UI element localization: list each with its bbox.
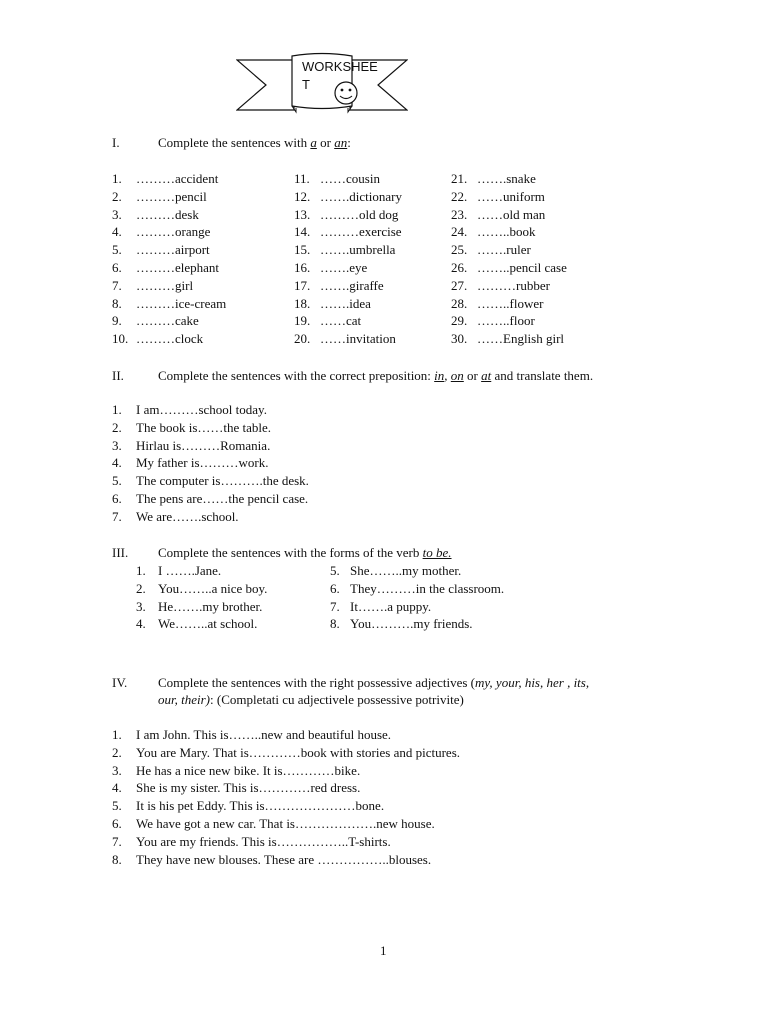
item-text: ………clock (136, 331, 204, 347)
item-number: 3. (112, 206, 122, 222)
item-text: Hirlau is………Romania. (136, 437, 271, 453)
exercise-item (112, 313, 199, 329)
item-number: 29. (451, 313, 468, 329)
item-text: ………airport (136, 242, 210, 258)
item-number: 5. (112, 473, 122, 489)
item-text: ………rubber (477, 277, 550, 293)
exercise-item (112, 420, 271, 436)
exercise-item (294, 278, 384, 294)
item-text: We are…….school. (136, 508, 239, 524)
item-text: ………ice-cream (136, 295, 227, 311)
item-number: 25. (451, 242, 468, 258)
exercise-item (112, 745, 460, 761)
item-text: ………accident (136, 171, 219, 186)
item-text: ……invitation (320, 331, 396, 347)
exercise-item (112, 852, 431, 868)
exercise-item (112, 296, 226, 312)
worksheet-title: WORKSHEE T (302, 59, 378, 92)
item-number: 1. (112, 402, 122, 417)
item-text: …….eye (320, 260, 368, 275)
exercise-item (294, 260, 367, 276)
item-text: …….umbrella (320, 242, 396, 258)
exercise-item (451, 189, 545, 205)
exercise-item (330, 599, 431, 615)
item-text: ………old dog (320, 206, 399, 222)
item-text: He has a nice new bike. It is…………bike. (136, 762, 361, 778)
item-number: 24. (451, 224, 468, 240)
exercise-item (451, 207, 545, 223)
exercise-item (112, 242, 210, 258)
item-text: The computer is……….the desk. (136, 473, 309, 489)
section-2-title: Complete the sentences with the correct preposition: in, on or at and translate them. (158, 368, 594, 383)
item-number: 15. (294, 242, 311, 258)
exercise-item (112, 509, 239, 525)
exercise-item (294, 296, 371, 312)
exercise-item (330, 581, 504, 597)
exercise-item (330, 616, 473, 632)
item-text: ……..floor (477, 313, 535, 329)
exercise-item (112, 278, 193, 294)
item-number: 1. (112, 171, 122, 186)
item-text: ………cake (136, 313, 199, 329)
item-number: 2. (112, 744, 122, 760)
item-text: You are Mary. That is…………book with stories and pictures. (136, 744, 461, 760)
item-text: You are my friends. This is……………..T-shirts. (136, 833, 391, 849)
item-text: She……..my mother. (350, 563, 462, 578)
section-2-number: II. (112, 368, 124, 383)
item-number: 5. (112, 798, 122, 814)
exercise-item (112, 207, 199, 223)
item-number: 4. (112, 224, 122, 240)
exercise-item (451, 296, 543, 312)
exercise-item (294, 313, 361, 329)
item-text: ………elephant (136, 260, 220, 275)
item-text: ……..pencil case (477, 260, 567, 275)
exercise-item (112, 763, 360, 779)
item-number: 16. (294, 260, 311, 275)
item-number: 11. (294, 171, 310, 186)
item-number: 9. (112, 313, 122, 329)
item-text: They have new blouses. These are ……………..blouses. (136, 851, 432, 867)
item-number: 28. (451, 295, 468, 311)
item-text: …….snake (477, 171, 536, 186)
exercise-item (112, 260, 219, 276)
section-1-number: I. (112, 135, 120, 150)
item-number: 6. (112, 260, 122, 275)
item-text: I am John. This is……..new and beautiful house. (136, 727, 392, 742)
section-3-number: III. (112, 545, 129, 560)
exercise-item (112, 224, 210, 240)
item-text: ……cousin (320, 171, 380, 186)
item-text: You……….my friends. (350, 616, 473, 632)
exercise-item (294, 189, 402, 205)
item-number: 4. (112, 780, 122, 796)
item-number: 14. (294, 224, 311, 240)
item-number: 23. (451, 206, 468, 222)
section-1-title: Complete the sentences with a or an: (158, 135, 351, 150)
item-number: 17. (294, 277, 311, 293)
item-number: 2. (112, 188, 122, 204)
item-text: ………pencil (136, 188, 207, 204)
exercise-item (112, 798, 384, 814)
item-text: ……old man (477, 206, 546, 222)
item-number: 7. (112, 277, 122, 293)
page-number: 1 (380, 943, 387, 958)
item-number: 7. (330, 598, 340, 614)
exercise-item (294, 171, 380, 187)
exercise-item (451, 313, 535, 329)
exercise-item (136, 581, 267, 597)
exercise-item (451, 224, 536, 240)
item-text: It is his pet Eddy. This is…………………bone. (136, 798, 385, 814)
item-text: ………girl (136, 277, 194, 293)
item-text: ………desk (136, 206, 199, 222)
item-number: 22. (451, 188, 468, 204)
exercise-item (451, 260, 567, 276)
item-number: 1. (112, 727, 122, 742)
exercise-item (451, 278, 550, 294)
exercise-item (112, 189, 207, 205)
item-text: …….dictionary (320, 188, 402, 204)
item-text: The book is……the table. (136, 419, 272, 435)
exercise-item (294, 207, 398, 223)
exercise-item (112, 331, 203, 347)
item-number: 8. (330, 616, 340, 632)
item-number: 30. (451, 331, 468, 347)
item-number: 12. (294, 188, 311, 204)
item-number: 7. (112, 833, 122, 849)
item-text: We……..at school. (158, 616, 258, 632)
item-number: 3. (112, 762, 122, 778)
exercise-item (112, 473, 309, 489)
item-number: 18. (294, 295, 311, 311)
exercise-item (112, 491, 308, 507)
item-text: We have got a new car. That is……………….new house. (136, 816, 435, 831)
item-number: 6. (112, 816, 122, 831)
exercise-item (294, 331, 396, 347)
item-number: 6. (112, 491, 122, 506)
item-text: ………orange (136, 224, 211, 240)
item-number: 13. (294, 206, 311, 222)
item-number: 1. (136, 563, 146, 578)
item-number: 3. (136, 598, 146, 614)
item-number: 8. (112, 295, 122, 311)
item-text: My father is………work. (136, 455, 269, 471)
item-number: 4. (112, 455, 122, 471)
section-4-number: IV. (112, 675, 128, 690)
exercise-item (112, 438, 270, 454)
item-number: 8. (112, 851, 122, 867)
exercise-item (451, 171, 536, 187)
section-4-title-line1: Complete the sentences with the right possessive adjectives (my, your, his, her , its, (158, 675, 590, 690)
item-number: 7. (112, 508, 122, 524)
item-number: 19. (294, 313, 311, 329)
exercise-item (112, 780, 360, 796)
item-number: 5. (330, 563, 340, 578)
item-number: 20. (294, 331, 311, 347)
item-text: ……uniform (477, 188, 545, 204)
item-number: 2. (112, 419, 122, 435)
item-number: 26. (451, 260, 468, 275)
exercise-item (451, 242, 531, 258)
item-text: You……..a nice boy. (158, 580, 268, 596)
item-number: 10. (112, 331, 129, 347)
item-number: 6. (330, 580, 340, 596)
exercise-item (136, 599, 262, 615)
item-text: He…….my brother. (158, 598, 263, 614)
item-number: 27. (451, 277, 468, 293)
exercise-item (112, 834, 391, 850)
item-number: 3. (112, 437, 122, 453)
item-text: The pens are……the pencil case. (136, 491, 309, 506)
exercise-item (294, 224, 402, 240)
section-4-title-line2: our, their): (Completati cu adjectivele possessive potrivite) (158, 692, 464, 707)
item-text: ………exercise (320, 224, 402, 240)
exercise-item (451, 331, 564, 347)
item-text: …….idea (320, 295, 371, 311)
item-text: They………in the classroom. (350, 580, 505, 596)
item-text: ……..flower (477, 295, 544, 311)
item-text: It…….a puppy. (350, 598, 432, 614)
item-text: I …….Jane. (158, 563, 222, 578)
item-number: 4. (136, 616, 146, 632)
exercise-item (136, 616, 257, 632)
item-text: ……English girl (477, 331, 565, 347)
item-number: 2. (136, 580, 146, 596)
exercise-item (112, 402, 267, 418)
exercise-item (136, 563, 221, 579)
item-text: ……cat (320, 313, 362, 329)
exercise-item (112, 455, 269, 471)
exercise-item (112, 816, 435, 832)
exercise-item (112, 171, 218, 187)
exercise-item (112, 727, 391, 743)
item-text: She is my sister. This is…………red dress. (136, 780, 361, 796)
item-text: I am………school today. (136, 402, 267, 417)
section-3-title: Complete the sentences with the forms of the verb to be. (158, 545, 452, 560)
item-text: …….ruler (477, 242, 531, 258)
item-text: ……..book (477, 224, 536, 240)
item-number: 21. (451, 171, 468, 186)
item-number: 5. (112, 242, 122, 258)
exercise-item (294, 242, 395, 258)
item-text: …….giraffe (320, 277, 384, 293)
exercise-item (330, 563, 461, 579)
